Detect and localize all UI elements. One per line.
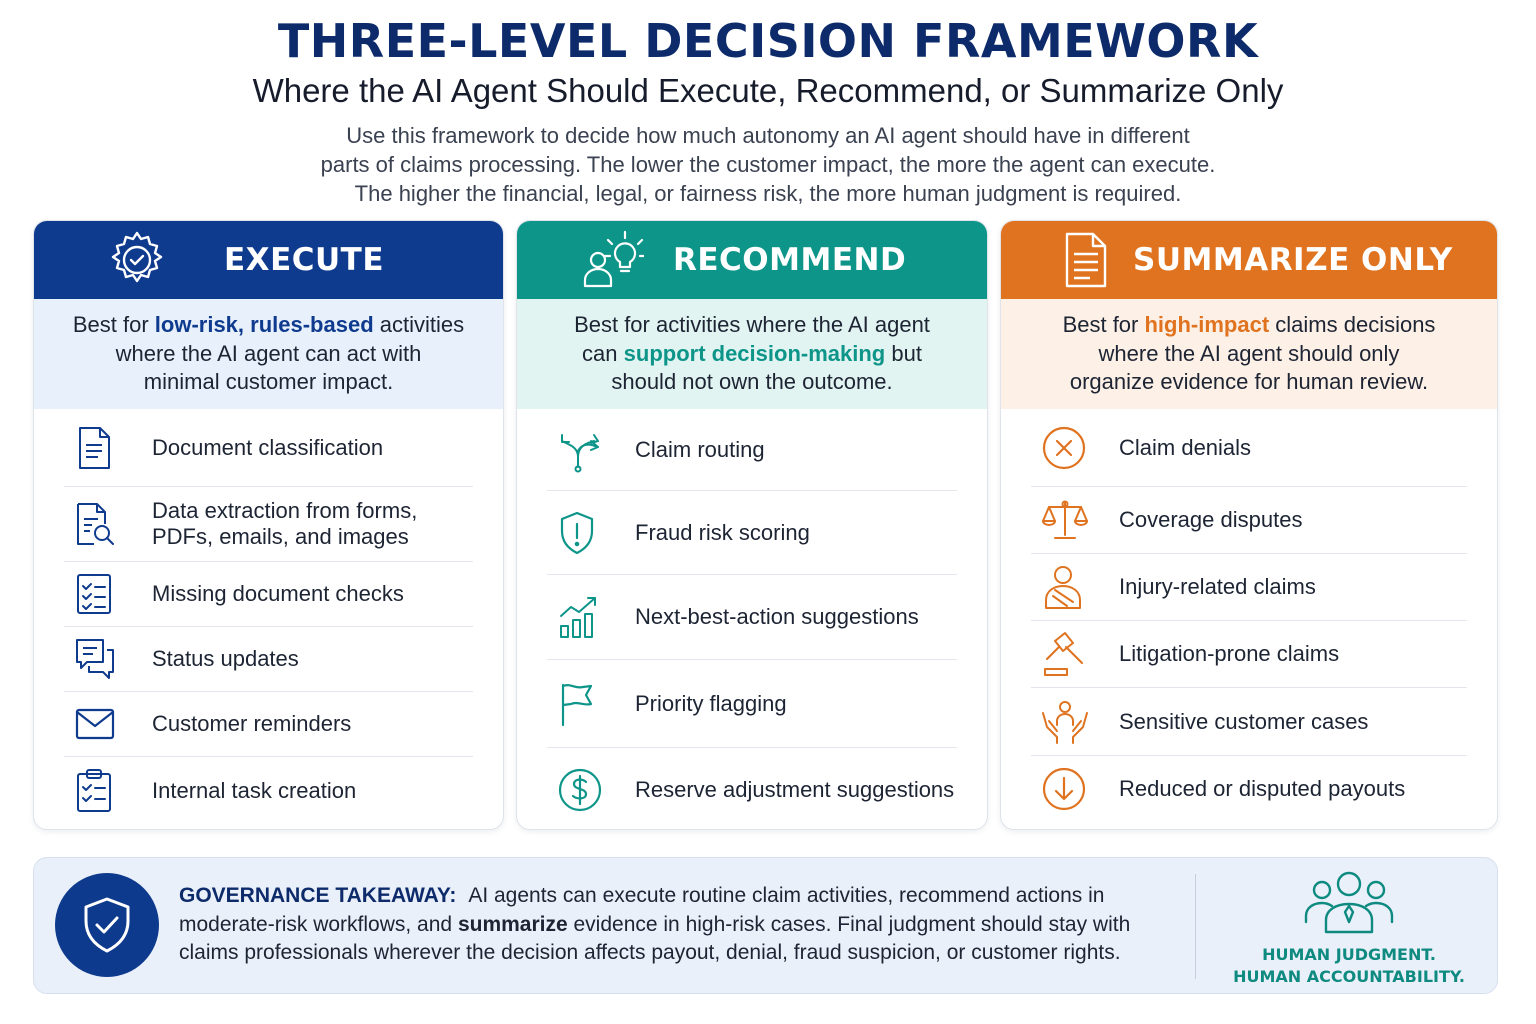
list-item: [64, 757, 473, 825]
item-label: Reserve adjustment suggestions: [635, 777, 955, 802]
desc-text: activities: [373, 312, 465, 338]
desc-text: should not own the outcome.: [611, 369, 893, 395]
governance-motto: [1204, 944, 1494, 988]
desc-text: where the AI agent should only: [1098, 340, 1400, 366]
page-subtitle: Where the AI Agent Should Execute, Recommend, or Summarize Only: [252, 72, 1284, 109]
desc-highlight: support decision-making: [623, 340, 886, 366]
desc-text: Best for: [72, 312, 155, 338]
item-label: [152, 498, 417, 550]
item-label: Internal task creation: [152, 778, 357, 803]
item-label: Reduced or disputed payouts: [1119, 776, 1406, 801]
list-item: [1031, 487, 1467, 554]
intro-text: [0, 121, 1536, 208]
hands-person-icon: [1041, 698, 1109, 746]
chat-bubbles-icon: [74, 635, 142, 683]
dollar-circle-icon: [557, 766, 625, 814]
recommend-title: RECOMMEND: [673, 242, 907, 278]
routing-arrows-icon: [557, 426, 625, 474]
governance-text: [179, 882, 1179, 968]
arrow-down-circle-icon: [1041, 765, 1109, 813]
desc-text: minimal customer impact.: [143, 369, 394, 395]
list-item: [547, 575, 957, 660]
item-label: Customer reminders: [152, 711, 352, 736]
flag-icon: [557, 680, 625, 728]
governance-bold: summarize: [457, 912, 568, 936]
recommend-description: [517, 299, 987, 409]
clipboard-check-icon: [74, 767, 142, 815]
item-label-line: Data extraction from forms,: [152, 498, 418, 523]
list-item: [64, 627, 473, 692]
x-circle-icon: [1041, 424, 1109, 472]
recommend-column: [516, 220, 988, 830]
governance-panel: [33, 857, 1498, 994]
scales-icon: [1041, 496, 1109, 544]
item-label: Injury-related claims: [1119, 574, 1316, 599]
item-label: Claim routing: [635, 436, 765, 462]
summarize-items: [1001, 409, 1497, 822]
item-label-line: PDFs, emails, and images: [152, 524, 409, 549]
summarize-title: SUMMARIZE ONLY: [1133, 242, 1453, 278]
item-label: Missing document checks: [152, 581, 404, 606]
recommend-items: [517, 409, 987, 830]
summarize-column: [1000, 220, 1498, 830]
list-item: [1031, 688, 1467, 756]
item-label: Priority flagging: [635, 690, 787, 716]
summarize-header: [1001, 221, 1497, 299]
document-search-icon: [74, 500, 142, 548]
gavel-icon: [1041, 630, 1109, 678]
item-label: Fraud risk scoring: [635, 519, 810, 545]
page-title: THREE-LEVEL DECISION FRAMEWORK: [277, 14, 1259, 68]
item-label: Status updates: [152, 646, 299, 671]
shield-alert-icon: [557, 509, 625, 557]
execute-description: [34, 299, 503, 409]
divider: [1195, 874, 1196, 979]
desc-text: Best for: [1062, 312, 1145, 338]
motto-line: HUMAN ACCOUNTABILITY.: [1233, 967, 1465, 986]
execute-items: [34, 409, 503, 825]
list-item: [1031, 409, 1467, 487]
desc-text: but: [885, 340, 922, 366]
desc-text: Best for activities where the AI agent: [574, 312, 930, 338]
execute-title: EXECUTE: [224, 242, 384, 278]
desc-text: organize evidence for human review.: [1069, 369, 1429, 395]
list-item: [547, 409, 957, 491]
item-label: Coverage disputes: [1119, 507, 1303, 532]
summarize-description: [1001, 299, 1497, 409]
desc-text: claims decisions: [1269, 312, 1436, 338]
recommend-header: [517, 221, 987, 299]
document-icon: [74, 424, 142, 472]
item-label: Next-best-action suggestions: [635, 604, 919, 629]
list-item: [64, 409, 473, 487]
desc-highlight: high-impact: [1144, 312, 1270, 338]
desc-text: can: [582, 340, 624, 366]
item-label: Claim denials: [1119, 434, 1252, 460]
list-item: [64, 487, 473, 562]
list-item: [64, 562, 473, 627]
intro-line: Use this framework to decide how much autonomy an AI agent should have in different: [346, 123, 1190, 148]
intro-line: The higher the financial, legal, or fairness risk, the more human judgment is required.: [354, 181, 1182, 206]
list-item: [1031, 756, 1467, 822]
governance-label: GOVERNANCE TAKEAWAY:: [179, 884, 457, 907]
execute-column: [33, 220, 504, 830]
growth-chart-icon: [557, 593, 625, 641]
desc-highlight: low-risk, rules-based: [154, 312, 374, 338]
people-group-icon: [1302, 870, 1396, 936]
desc-text: where the AI agent can act with: [115, 340, 422, 366]
shield-check-icon: [55, 873, 159, 977]
gear-check-icon: [102, 225, 172, 295]
list-item: [64, 692, 473, 757]
person-lightbulb-icon: [577, 225, 647, 295]
item-label: Sensitive customer cases: [1119, 708, 1369, 734]
list-item: [547, 748, 957, 830]
execute-header: [34, 221, 503, 299]
governance-body: AI agents can execute routine claim activities, recommend actions in moderate-risk workflows, and: [179, 884, 1105, 936]
document-lines-icon: [1051, 225, 1121, 295]
governance-body: evidence in high-risk cases. Final judgment should stay with claims professionals wherever the decision affects payout, denial, fraud suspicion, or customer rights.: [179, 912, 1131, 964]
motto-line: HUMAN JUDGMENT.: [1262, 945, 1436, 964]
injured-person-icon: [1041, 563, 1109, 611]
list-item: [547, 491, 957, 575]
checklist-icon: [74, 570, 142, 618]
list-item: [547, 660, 957, 748]
list-item: [1031, 621, 1467, 688]
item-label: Document classification: [152, 434, 384, 460]
list-item: [1031, 554, 1467, 621]
envelope-icon: [74, 700, 142, 748]
item-label: Litigation-prone claims: [1119, 641, 1340, 666]
intro-line: parts of claims processing. The lower the customer impact, the more the agent can execute.: [320, 152, 1216, 177]
